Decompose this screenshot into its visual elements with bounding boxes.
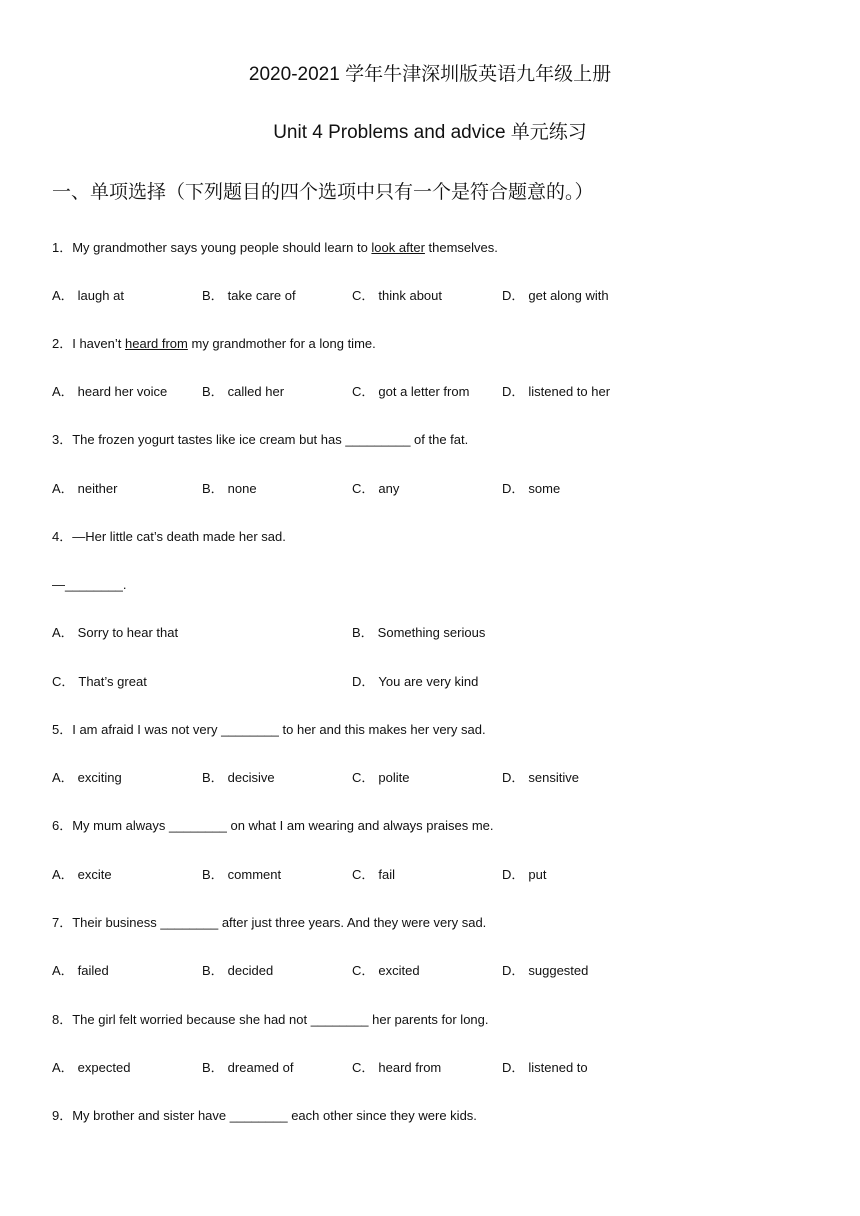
option-b[interactable] xyxy=(202,961,273,981)
option-text: excite xyxy=(77,867,112,882)
option-text: take care of xyxy=(227,288,296,303)
question-text: my grandmother for a long time. xyxy=(187,336,376,351)
question-text: 2．I haven’t xyxy=(52,336,125,351)
option-text: laugh at xyxy=(77,288,124,303)
options-row xyxy=(52,865,812,885)
question-3: 3．The frozen yogurt tastes like ice cream but has _________ of the fat. xyxy=(52,432,469,447)
options-row xyxy=(52,768,812,788)
option-letter: C． xyxy=(352,481,375,496)
option-c[interactable] xyxy=(352,479,399,499)
option-text: That’s great xyxy=(78,674,147,689)
option-letter: C． xyxy=(352,770,375,785)
option-text: polite xyxy=(378,770,410,785)
option-letter: A． xyxy=(52,625,74,640)
option-text: got a letter from xyxy=(378,384,470,399)
question-4-reply: —________. xyxy=(52,577,127,592)
option-letter: C． xyxy=(352,384,375,399)
option-letter: D． xyxy=(502,288,525,303)
option-letter: A． xyxy=(52,481,74,496)
worksheet-title: 2020-2021 学年牛津深圳版英语九年级上册 xyxy=(248,64,612,85)
question-2 xyxy=(52,334,376,354)
option-letter: D． xyxy=(502,384,525,399)
option-d[interactable] xyxy=(502,479,560,499)
underlined-phrase: look after xyxy=(371,240,425,255)
option-text: suggested xyxy=(528,963,589,978)
question-4: 4．—Her little cat’s death made her sad. xyxy=(52,529,286,544)
options-row xyxy=(52,1058,812,1078)
option-a[interactable] xyxy=(52,961,109,981)
option-letter: A． xyxy=(52,288,74,303)
option-b[interactable] xyxy=(352,623,485,643)
option-b[interactable] xyxy=(202,865,281,885)
option-text: expected xyxy=(77,1060,131,1075)
option-text: You are very kind xyxy=(378,674,479,689)
option-text: comment xyxy=(227,867,282,882)
question-1 xyxy=(52,238,498,258)
option-letter: C． xyxy=(352,963,375,978)
option-letter: A． xyxy=(52,963,74,978)
option-a[interactable] xyxy=(52,479,117,499)
question-9: 9．My brother and sister have ________ each other since they were kids. xyxy=(52,1108,477,1123)
options-row xyxy=(52,286,812,306)
option-text: put xyxy=(528,867,547,882)
options-row xyxy=(52,961,812,981)
option-d[interactable] xyxy=(502,1058,588,1078)
section-heading: 一、单项选择（下列题目的四个选项中只有一个是符合题意的。） xyxy=(52,182,594,203)
question-5: 5．I am afraid I was not very ________ to her and this makes her very sad. xyxy=(52,722,486,737)
option-d[interactable] xyxy=(502,382,610,402)
option-c[interactable] xyxy=(352,1058,441,1078)
option-letter: B． xyxy=(202,288,224,303)
option-text: exciting xyxy=(77,770,122,785)
option-text: called her xyxy=(227,384,285,399)
options-row xyxy=(52,672,812,692)
option-c[interactable] xyxy=(352,865,395,885)
option-a[interactable] xyxy=(52,1058,130,1078)
option-a[interactable] xyxy=(52,286,124,306)
option-text: neither xyxy=(77,481,118,496)
option-text: Sorry to hear that xyxy=(77,625,179,640)
option-a[interactable] xyxy=(52,623,178,643)
option-letter: B． xyxy=(202,963,224,978)
option-letter: D． xyxy=(502,770,525,785)
option-letter: A． xyxy=(52,867,74,882)
option-text: heard from xyxy=(378,1060,442,1075)
question-text: themselves. xyxy=(424,240,498,255)
worksheet-subtitle: Unit 4 Problems and advice 单元练习 xyxy=(273,122,587,143)
option-text: listened to her xyxy=(528,384,611,399)
option-text: think about xyxy=(378,288,442,303)
option-letter: D． xyxy=(502,867,525,882)
option-letter: A． xyxy=(52,384,74,399)
question-8: 8．The girl felt worried because she had not ________ her parents for long. xyxy=(52,1012,489,1027)
option-d[interactable] xyxy=(502,768,579,788)
option-letter: C． xyxy=(352,288,375,303)
option-letter: A． xyxy=(52,1060,74,1075)
option-c[interactable] xyxy=(52,672,147,692)
question-7: 7．Their business ________ after just three years. And they were very sad. xyxy=(52,915,487,930)
option-c[interactable] xyxy=(352,961,420,981)
option-text: fail xyxy=(378,867,396,882)
option-letter: B． xyxy=(202,867,224,882)
option-letter: B． xyxy=(352,625,374,640)
option-d[interactable] xyxy=(502,865,546,885)
option-letter: B． xyxy=(202,1060,224,1075)
options-row xyxy=(52,623,812,643)
option-text: excited xyxy=(378,963,420,978)
option-letter: B． xyxy=(202,770,224,785)
option-text: some xyxy=(528,481,561,496)
option-text: failed xyxy=(77,963,109,978)
option-text: sensitive xyxy=(528,770,579,785)
option-text: dreamed of xyxy=(227,1060,294,1075)
option-text: heard her voice xyxy=(77,384,168,399)
option-letter: C． xyxy=(52,674,75,689)
option-d[interactable] xyxy=(352,672,478,692)
option-letter: B． xyxy=(202,481,224,496)
option-letter: B． xyxy=(202,384,224,399)
option-b[interactable] xyxy=(202,768,275,788)
option-letter: D． xyxy=(502,481,525,496)
option-text: any xyxy=(378,481,400,496)
option-a[interactable] xyxy=(52,768,122,788)
option-b[interactable] xyxy=(202,1058,293,1078)
option-text: get along with xyxy=(528,288,609,303)
option-text: Something serious xyxy=(377,625,486,640)
option-letter: A． xyxy=(52,770,74,785)
option-letter: D． xyxy=(352,674,375,689)
option-text: none xyxy=(227,481,257,496)
option-c[interactable] xyxy=(352,768,409,788)
option-b[interactable] xyxy=(202,382,284,402)
option-text: listened to xyxy=(528,1060,588,1075)
options-row xyxy=(52,382,812,402)
option-b[interactable] xyxy=(202,479,257,499)
underlined-phrase: heard from xyxy=(125,336,188,351)
question-6: 6．My mum always ________ on what I am wearing and always praises me. xyxy=(52,818,494,833)
option-letter: C． xyxy=(352,867,375,882)
option-letter: C． xyxy=(352,1060,375,1075)
option-text: decisive xyxy=(227,770,275,785)
option-letter: D． xyxy=(502,963,525,978)
option-c[interactable] xyxy=(352,286,442,306)
option-d[interactable] xyxy=(502,961,588,981)
option-b[interactable] xyxy=(202,286,296,306)
option-text: decided xyxy=(227,963,274,978)
option-a[interactable] xyxy=(52,865,112,885)
option-d[interactable] xyxy=(502,286,609,306)
question-text: 1．My grandmother says young people should learn to xyxy=(52,240,372,255)
options-row xyxy=(52,479,812,499)
option-c[interactable] xyxy=(352,382,469,402)
option-letter: D． xyxy=(502,1060,525,1075)
option-a[interactable] xyxy=(52,382,167,402)
